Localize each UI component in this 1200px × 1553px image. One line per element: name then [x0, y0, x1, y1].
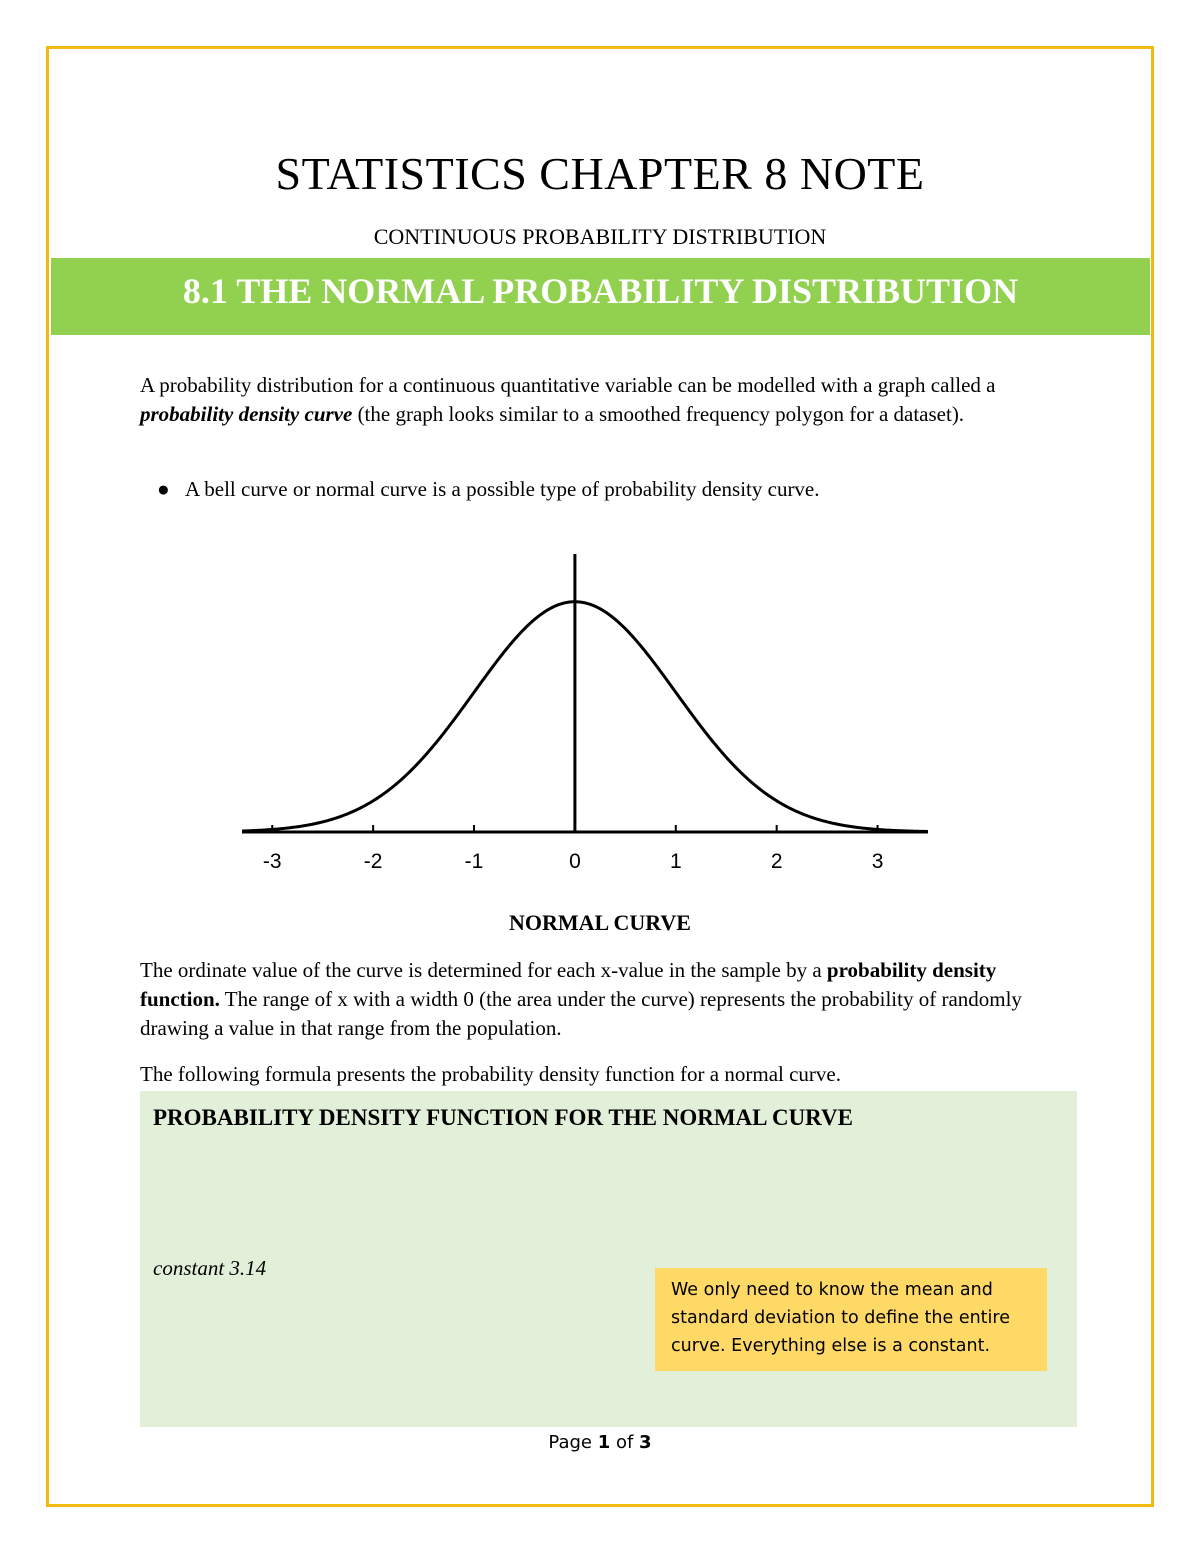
intro-text-after: (the graph looks similar to a smoothed frequency polygon for a dataset). [352, 402, 965, 426]
intro-text-before: A probability distribution for a continuous quantitative variable can be modelled with a graph called a [140, 373, 996, 397]
x-tick-label: 3 [871, 850, 884, 873]
formula-heading: PROBABILITY DENSITY FUNCTION FOR THE NORMAL CURVE [153, 1105, 853, 1130]
chart-caption: NORMAL CURVE [509, 910, 691, 935]
x-tick-label: -1 [464, 850, 484, 873]
pdf-text-before: The ordinate value of the curve is determined for each x-value in the sample by a [140, 958, 827, 982]
document-title: STATISTICS CHAPTER 8 NOTE [275, 148, 925, 199]
pdf-term: probability density function. [140, 958, 997, 1011]
x-tick-label: 0 [569, 850, 581, 873]
formula-box [140, 1091, 1077, 1427]
bullet-list-item [157, 475, 1085, 504]
x-tick-label: 2 [770, 850, 783, 873]
footer-middle: of [610, 1432, 640, 1453]
formula-constant-note: constant 3.14 [153, 1256, 267, 1280]
bullet-text: A bell curve or normal curve is a possible type of probability density curve. [185, 477, 820, 501]
footer-prefix: Page [548, 1432, 598, 1453]
callout-note: We only need to know the mean and standard deviation to define the entire curve. Everything else is a constant. [655, 1268, 1047, 1371]
x-tick-label: 1 [669, 850, 682, 873]
intro-term: probability density curve [140, 402, 353, 426]
pdf-text-after: The range of x with a width 0 (the area under the curve) represents the probability of randomly drawing a value in that range from the population. [140, 987, 1022, 1040]
pdf-paragraph [140, 956, 1075, 1043]
formula-intro-paragraph: The following formula presents the probability density function for a normal curve. [140, 1062, 841, 1086]
bullet-dot-icon: ● [157, 477, 170, 501]
section-heading: 8.1 THE NORMAL PROBABILITY DISTRIBUTION [51, 258, 1150, 335]
x-tick-label: -3 [262, 850, 282, 873]
intro-paragraph [140, 371, 1075, 429]
x-tick-label: -2 [363, 850, 383, 873]
document-subtitle: CONTINUOUS PROBABILITY DISTRIBUTION [373, 224, 827, 249]
footer-total-pages: 3 [639, 1432, 652, 1453]
normal-curve-chart [230, 550, 940, 880]
normal-curve-line [242, 602, 928, 832]
page-footer [0, 1430, 1200, 1456]
footer-current-page: 1 [597, 1432, 611, 1453]
